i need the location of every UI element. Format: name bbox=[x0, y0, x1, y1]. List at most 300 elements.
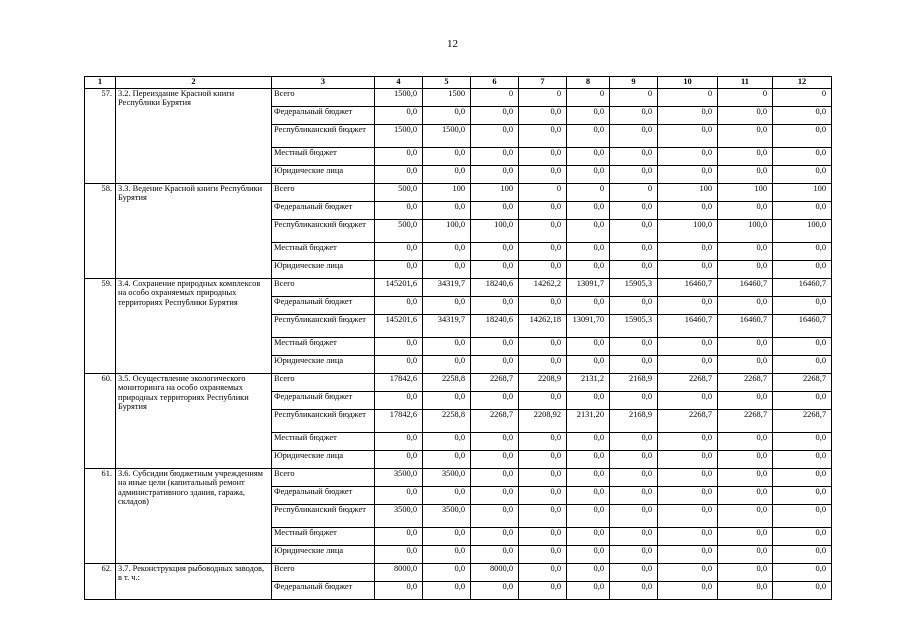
funding-source-label: Федеральный бюджет bbox=[272, 202, 375, 220]
value-cell: 0,0 bbox=[423, 528, 471, 546]
item-title: 3.5. Осуществление экологического мониторинга на особо охраняемых природных территориях Республики Бурятия bbox=[116, 374, 272, 469]
value-cell: 0,0 bbox=[773, 433, 832, 451]
value-cell: 100,0 bbox=[773, 220, 832, 243]
value-cell: 145201,6 bbox=[375, 279, 423, 297]
value-cell: 100,0 bbox=[471, 220, 519, 243]
value-cell: 0,0 bbox=[718, 487, 773, 505]
item-number: 62. bbox=[85, 564, 116, 600]
item-number: 57. bbox=[85, 89, 116, 184]
funding-source-label: Федеральный бюджет bbox=[272, 487, 375, 505]
value-cell: 0,0 bbox=[567, 356, 610, 374]
funding-source-label: Всего bbox=[272, 184, 375, 202]
funding-source-label: Юридические лица bbox=[272, 356, 375, 374]
value-cell: 0,0 bbox=[567, 261, 610, 279]
funding-source-label: Местный бюджет bbox=[272, 433, 375, 451]
value-cell: 0,0 bbox=[610, 564, 658, 582]
value-cell: 2268,7 bbox=[773, 374, 832, 392]
value-cell: 0,0 bbox=[773, 356, 832, 374]
value-cell: 0,0 bbox=[519, 297, 567, 315]
value-cell: 0,0 bbox=[375, 261, 423, 279]
value-cell: 0,0 bbox=[519, 338, 567, 356]
value-cell: 0,0 bbox=[658, 107, 718, 125]
value-cell: 0,0 bbox=[471, 487, 519, 505]
value-cell: 0,0 bbox=[718, 433, 773, 451]
value-cell: 0,0 bbox=[658, 528, 718, 546]
value-cell: 0,0 bbox=[423, 202, 471, 220]
value-cell: 0,0 bbox=[610, 261, 658, 279]
item-number: 59. bbox=[85, 279, 116, 374]
value-cell: 0,0 bbox=[718, 166, 773, 184]
value-cell: 0,0 bbox=[519, 505, 567, 528]
value-cell: 2131,20 bbox=[567, 410, 610, 433]
value-cell: 0,0 bbox=[567, 243, 610, 261]
value-cell: 0,0 bbox=[610, 469, 658, 487]
value-cell: 1500,0 bbox=[375, 125, 423, 148]
value-cell: 0,0 bbox=[375, 297, 423, 315]
value-cell: 0,0 bbox=[658, 261, 718, 279]
value-cell: 0,0 bbox=[610, 546, 658, 564]
value-cell: 0,0 bbox=[658, 202, 718, 220]
value-cell: 0,0 bbox=[718, 528, 773, 546]
value-cell: 0,0 bbox=[471, 505, 519, 528]
value-cell: 2268,7 bbox=[773, 410, 832, 433]
value-cell: 500,0 bbox=[375, 184, 423, 202]
value-cell: 500,0 bbox=[375, 220, 423, 243]
value-cell: 100 bbox=[471, 184, 519, 202]
value-cell: 0,0 bbox=[567, 107, 610, 125]
funding-source-label: Всего bbox=[272, 374, 375, 392]
value-cell: 0,0 bbox=[423, 297, 471, 315]
funding-source-label: Местный бюджет bbox=[272, 243, 375, 261]
value-cell: 2258,8 bbox=[423, 374, 471, 392]
value-cell: 18240,6 bbox=[471, 315, 519, 338]
table-row bbox=[85, 564, 832, 582]
funding-source-label: Местный бюджет bbox=[272, 148, 375, 166]
value-cell: 16460,7 bbox=[773, 279, 832, 297]
value-cell: 0,0 bbox=[718, 469, 773, 487]
value-cell: 13091,70 bbox=[567, 315, 610, 338]
value-cell: 0,0 bbox=[471, 392, 519, 410]
value-cell: 0,0 bbox=[773, 125, 832, 148]
value-cell: 0 bbox=[610, 184, 658, 202]
funding-source-label: Федеральный бюджет bbox=[272, 392, 375, 410]
value-cell: 0,0 bbox=[718, 261, 773, 279]
funding-source-label: Республиканский бюджет bbox=[272, 410, 375, 433]
value-cell: 0,0 bbox=[519, 392, 567, 410]
value-cell: 2268,7 bbox=[718, 410, 773, 433]
value-cell: 15905,3 bbox=[610, 315, 658, 338]
value-cell: 0,0 bbox=[567, 451, 610, 469]
value-cell: 0,0 bbox=[519, 261, 567, 279]
value-cell: 0,0 bbox=[658, 148, 718, 166]
value-cell: 2268,7 bbox=[471, 374, 519, 392]
item-title: 3.7. Реконструкция рыбоводных заводов, в т. ч.: bbox=[116, 564, 272, 600]
header-cell: 6 bbox=[471, 77, 519, 89]
value-cell: 0,0 bbox=[519, 202, 567, 220]
value-cell: 0,0 bbox=[471, 528, 519, 546]
item-title: 3.4. Сохранение природных комплексов на особо охраняемых природных территориях Республики Бурятия bbox=[116, 279, 272, 374]
value-cell: 0,0 bbox=[375, 338, 423, 356]
funding-source-label: Всего bbox=[272, 89, 375, 107]
value-cell: 0,0 bbox=[658, 564, 718, 582]
value-cell: 0,0 bbox=[773, 528, 832, 546]
value-cell: 0,0 bbox=[375, 392, 423, 410]
header-cell: 8 bbox=[567, 77, 610, 89]
value-cell: 0,0 bbox=[718, 202, 773, 220]
value-cell: 0,0 bbox=[423, 433, 471, 451]
value-cell: 16460,7 bbox=[718, 315, 773, 338]
value-cell: 1500 bbox=[423, 89, 471, 107]
value-cell: 0,0 bbox=[375, 356, 423, 374]
item-number: 61. bbox=[85, 469, 116, 564]
funding-source-label: Республиканский бюджет bbox=[272, 125, 375, 148]
value-cell: 0,0 bbox=[773, 546, 832, 564]
value-cell: 0,0 bbox=[423, 451, 471, 469]
value-cell: 0,0 bbox=[375, 148, 423, 166]
value-cell: 0,0 bbox=[519, 125, 567, 148]
header-cell: 11 bbox=[718, 77, 773, 89]
value-cell: 2268,7 bbox=[718, 374, 773, 392]
value-cell: 0,0 bbox=[519, 582, 567, 600]
value-cell: 0,0 bbox=[375, 202, 423, 220]
value-cell: 100,0 bbox=[423, 220, 471, 243]
value-cell: 0,0 bbox=[610, 338, 658, 356]
value-cell: 3500,0 bbox=[375, 469, 423, 487]
value-cell: 0,0 bbox=[519, 356, 567, 374]
header-row bbox=[85, 77, 832, 89]
value-cell: 0,0 bbox=[610, 451, 658, 469]
value-cell: 0,0 bbox=[773, 148, 832, 166]
value-cell: 2268,7 bbox=[658, 410, 718, 433]
value-cell: 0,0 bbox=[375, 166, 423, 184]
value-cell: 0,0 bbox=[718, 243, 773, 261]
table-row bbox=[85, 374, 832, 392]
value-cell: 0,0 bbox=[471, 338, 519, 356]
value-cell: 8000,0 bbox=[375, 564, 423, 582]
value-cell: 0,0 bbox=[610, 166, 658, 184]
value-cell: 0,0 bbox=[519, 528, 567, 546]
header-cell: 2 bbox=[116, 77, 272, 89]
value-cell: 34319,7 bbox=[423, 315, 471, 338]
value-cell: 18240,6 bbox=[471, 279, 519, 297]
value-cell: 0,0 bbox=[718, 338, 773, 356]
value-cell: 0,0 bbox=[773, 487, 832, 505]
funding-source-label: Всего bbox=[272, 564, 375, 582]
funding-source-label: Местный бюджет bbox=[272, 528, 375, 546]
item-title: 3.3. Ведение Красной книги Республики Бурятия bbox=[116, 184, 272, 279]
table-row bbox=[85, 279, 832, 297]
funding-source-label: Местный бюджет bbox=[272, 338, 375, 356]
value-cell: 2208,92 bbox=[519, 410, 567, 433]
value-cell: 0,0 bbox=[567, 487, 610, 505]
value-cell: 0,0 bbox=[610, 297, 658, 315]
value-cell: 0 bbox=[567, 184, 610, 202]
header-cell: 5 bbox=[423, 77, 471, 89]
value-cell: 0,0 bbox=[658, 338, 718, 356]
value-cell: 16460,7 bbox=[773, 315, 832, 338]
value-cell: 0,0 bbox=[718, 297, 773, 315]
value-cell: 2168,9 bbox=[610, 410, 658, 433]
value-cell: 0,0 bbox=[658, 582, 718, 600]
header-cell: 3 bbox=[272, 77, 375, 89]
value-cell: 0,0 bbox=[423, 243, 471, 261]
value-cell: 0,0 bbox=[471, 107, 519, 125]
funding-source-label: Федеральный бюджет bbox=[272, 107, 375, 125]
value-cell: 0,0 bbox=[718, 546, 773, 564]
value-cell: 0,0 bbox=[773, 469, 832, 487]
value-cell: 16460,7 bbox=[658, 315, 718, 338]
value-cell: 0,0 bbox=[773, 261, 832, 279]
value-cell: 0,0 bbox=[773, 243, 832, 261]
value-cell: 0,0 bbox=[567, 433, 610, 451]
value-cell: 0,0 bbox=[718, 451, 773, 469]
value-cell: 0,0 bbox=[375, 451, 423, 469]
value-cell: 17842,6 bbox=[375, 374, 423, 392]
value-cell: 0,0 bbox=[375, 487, 423, 505]
value-cell: 2268,7 bbox=[471, 410, 519, 433]
value-cell: 0,0 bbox=[423, 148, 471, 166]
funding-source-label: Юридические лица bbox=[272, 546, 375, 564]
value-cell: 0,0 bbox=[519, 148, 567, 166]
value-cell: 0,0 bbox=[567, 528, 610, 546]
value-cell: 0,0 bbox=[375, 528, 423, 546]
value-cell: 0,0 bbox=[567, 392, 610, 410]
funding-source-label: Федеральный бюджет bbox=[272, 297, 375, 315]
value-cell: 0,0 bbox=[567, 546, 610, 564]
value-cell: 0,0 bbox=[718, 392, 773, 410]
value-cell: 0,0 bbox=[718, 356, 773, 374]
funding-source-label: Всего bbox=[272, 279, 375, 297]
value-cell: 3500,0 bbox=[423, 469, 471, 487]
value-cell: 0,0 bbox=[773, 564, 832, 582]
value-cell: 0 bbox=[773, 89, 832, 107]
funding-source-label: Республиканский бюджет bbox=[272, 220, 375, 243]
value-cell: 0,0 bbox=[375, 582, 423, 600]
value-cell: 0,0 bbox=[375, 243, 423, 261]
item-number: 58. bbox=[85, 184, 116, 279]
value-cell: 0,0 bbox=[423, 107, 471, 125]
value-cell: 0,0 bbox=[773, 582, 832, 600]
value-cell: 0,0 bbox=[423, 546, 471, 564]
value-cell: 0 bbox=[519, 184, 567, 202]
value-cell: 0,0 bbox=[610, 243, 658, 261]
header-cell: 1 bbox=[85, 77, 116, 89]
value-cell: 0,0 bbox=[375, 433, 423, 451]
table-body bbox=[85, 89, 832, 600]
value-cell: 100 bbox=[718, 184, 773, 202]
value-cell: 0,0 bbox=[519, 564, 567, 582]
item-number: 60. bbox=[85, 374, 116, 469]
value-cell: 0,0 bbox=[471, 243, 519, 261]
value-cell: 0,0 bbox=[519, 487, 567, 505]
table-row bbox=[85, 469, 832, 487]
value-cell: 0,0 bbox=[423, 564, 471, 582]
value-cell: 0,0 bbox=[375, 107, 423, 125]
value-cell: 145201,6 bbox=[375, 315, 423, 338]
value-cell: 0,0 bbox=[471, 546, 519, 564]
table-row bbox=[85, 89, 832, 107]
table-row bbox=[85, 184, 832, 202]
value-cell: 0,0 bbox=[567, 297, 610, 315]
value-cell: 17842,6 bbox=[375, 410, 423, 433]
value-cell: 0,0 bbox=[658, 356, 718, 374]
value-cell: 0,0 bbox=[567, 166, 610, 184]
value-cell: 2168,9 bbox=[610, 374, 658, 392]
value-cell: 0,0 bbox=[567, 564, 610, 582]
value-cell: 0,0 bbox=[610, 356, 658, 374]
value-cell: 0,0 bbox=[718, 148, 773, 166]
value-cell: 0,0 bbox=[658, 392, 718, 410]
funding-source-label: Юридические лица bbox=[272, 166, 375, 184]
value-cell: 0,0 bbox=[658, 166, 718, 184]
value-cell: 0,0 bbox=[471, 582, 519, 600]
value-cell: 0,0 bbox=[610, 220, 658, 243]
item-title: 3.6. Субсидии бюджетным учреждениям на иные цели (капитальный ремонт административного здания, гаража, складов) bbox=[116, 469, 272, 564]
value-cell: 0,0 bbox=[773, 166, 832, 184]
value-cell: 0,0 bbox=[610, 125, 658, 148]
value-cell: 0,0 bbox=[471, 166, 519, 184]
value-cell: 0,0 bbox=[718, 505, 773, 528]
page-number: 12 bbox=[447, 38, 458, 50]
value-cell: 0 bbox=[610, 89, 658, 107]
value-cell: 0,0 bbox=[567, 202, 610, 220]
value-cell: 0,0 bbox=[658, 487, 718, 505]
value-cell: 0,0 bbox=[773, 202, 832, 220]
value-cell: 0,0 bbox=[471, 202, 519, 220]
value-cell: 0,0 bbox=[773, 338, 832, 356]
value-cell: 0,0 bbox=[610, 433, 658, 451]
value-cell: 0,0 bbox=[773, 505, 832, 528]
header-cell: 4 bbox=[375, 77, 423, 89]
value-cell: 34319,7 bbox=[423, 279, 471, 297]
header-cell: 12 bbox=[773, 77, 832, 89]
value-cell: 0,0 bbox=[718, 564, 773, 582]
value-cell: 100 bbox=[773, 184, 832, 202]
value-cell: 3500,0 bbox=[375, 505, 423, 528]
value-cell: 0,0 bbox=[423, 356, 471, 374]
value-cell: 0,0 bbox=[471, 469, 519, 487]
value-cell: 0,0 bbox=[567, 148, 610, 166]
value-cell: 2208,9 bbox=[519, 374, 567, 392]
value-cell: 1500,0 bbox=[375, 89, 423, 107]
value-cell: 0,0 bbox=[658, 125, 718, 148]
value-cell: 0,0 bbox=[471, 451, 519, 469]
value-cell: 100,0 bbox=[658, 220, 718, 243]
value-cell: 0 bbox=[519, 89, 567, 107]
value-cell: 0,0 bbox=[471, 261, 519, 279]
value-cell: 0,0 bbox=[718, 125, 773, 148]
value-cell: 0,0 bbox=[773, 107, 832, 125]
value-cell: 0,0 bbox=[610, 487, 658, 505]
value-cell: 0 bbox=[567, 89, 610, 107]
value-cell: 0,0 bbox=[658, 505, 718, 528]
value-cell: 0,0 bbox=[423, 487, 471, 505]
funding-source-label: Республиканский бюджет bbox=[272, 315, 375, 338]
value-cell: 0,0 bbox=[773, 451, 832, 469]
header-cell: 9 bbox=[610, 77, 658, 89]
value-cell: 0 bbox=[718, 89, 773, 107]
value-cell: 0,0 bbox=[658, 433, 718, 451]
value-cell: 0,0 bbox=[567, 582, 610, 600]
value-cell: 0,0 bbox=[423, 392, 471, 410]
value-cell: 0,0 bbox=[423, 261, 471, 279]
value-cell: 0,0 bbox=[567, 338, 610, 356]
value-cell: 0,0 bbox=[423, 582, 471, 600]
value-cell: 0,0 bbox=[423, 338, 471, 356]
value-cell: 0,0 bbox=[567, 505, 610, 528]
header-cell: 10 bbox=[658, 77, 718, 89]
value-cell: 0,0 bbox=[567, 125, 610, 148]
value-cell: 0,0 bbox=[718, 107, 773, 125]
value-cell: 0 bbox=[471, 89, 519, 107]
value-cell: 0,0 bbox=[471, 297, 519, 315]
funding-source-label: Федеральный бюджет bbox=[272, 582, 375, 600]
value-cell: 0,0 bbox=[519, 220, 567, 243]
value-cell: 100 bbox=[658, 184, 718, 202]
value-cell: 0,0 bbox=[519, 546, 567, 564]
value-cell: 0,0 bbox=[658, 297, 718, 315]
funding-source-label: Юридические лица bbox=[272, 261, 375, 279]
value-cell: 0,0 bbox=[519, 107, 567, 125]
value-cell: 2268,7 bbox=[658, 374, 718, 392]
value-cell: 16460,7 bbox=[718, 279, 773, 297]
value-cell: 3500,0 bbox=[423, 505, 471, 528]
value-cell: 0,0 bbox=[567, 220, 610, 243]
value-cell: 0,0 bbox=[519, 166, 567, 184]
value-cell: 0,0 bbox=[610, 148, 658, 166]
value-cell: 15905,3 bbox=[610, 279, 658, 297]
value-cell: 0,0 bbox=[658, 451, 718, 469]
value-cell: 0,0 bbox=[610, 505, 658, 528]
value-cell: 2131,2 bbox=[567, 374, 610, 392]
value-cell: 14262,2 bbox=[519, 279, 567, 297]
value-cell: 13091,7 bbox=[567, 279, 610, 297]
value-cell: 0,0 bbox=[610, 202, 658, 220]
funding-source-label: Всего bbox=[272, 469, 375, 487]
value-cell: 0,0 bbox=[658, 243, 718, 261]
budget-table bbox=[84, 76, 832, 600]
value-cell: 0,0 bbox=[567, 469, 610, 487]
funding-source-label: Юридические лица bbox=[272, 451, 375, 469]
value-cell: 16460,7 bbox=[658, 279, 718, 297]
value-cell: 0,0 bbox=[658, 546, 718, 564]
value-cell: 0,0 bbox=[423, 166, 471, 184]
value-cell: 0,0 bbox=[610, 107, 658, 125]
value-cell: 0,0 bbox=[519, 243, 567, 261]
value-cell: 0,0 bbox=[471, 148, 519, 166]
header-cell: 7 bbox=[519, 77, 567, 89]
value-cell: 100,0 bbox=[718, 220, 773, 243]
value-cell: 2258,8 bbox=[423, 410, 471, 433]
value-cell: 14262,18 bbox=[519, 315, 567, 338]
value-cell: 0 bbox=[658, 89, 718, 107]
funding-source-label: Республиканский бюджет bbox=[272, 505, 375, 528]
value-cell: 0,0 bbox=[610, 392, 658, 410]
value-cell: 0,0 bbox=[658, 469, 718, 487]
value-cell: 0,0 bbox=[471, 433, 519, 451]
item-title: 3.2. Переиздание Красной книги Республики Бурятия bbox=[116, 89, 272, 184]
value-cell: 1500,0 bbox=[423, 125, 471, 148]
value-cell: 0,0 bbox=[773, 392, 832, 410]
value-cell: 8000,0 bbox=[471, 564, 519, 582]
value-cell: 0,0 bbox=[471, 125, 519, 148]
value-cell: 0,0 bbox=[375, 546, 423, 564]
value-cell: 0,0 bbox=[610, 582, 658, 600]
value-cell: 100 bbox=[423, 184, 471, 202]
value-cell: 0,0 bbox=[519, 433, 567, 451]
value-cell: 0,0 bbox=[718, 582, 773, 600]
value-cell: 0,0 bbox=[519, 469, 567, 487]
